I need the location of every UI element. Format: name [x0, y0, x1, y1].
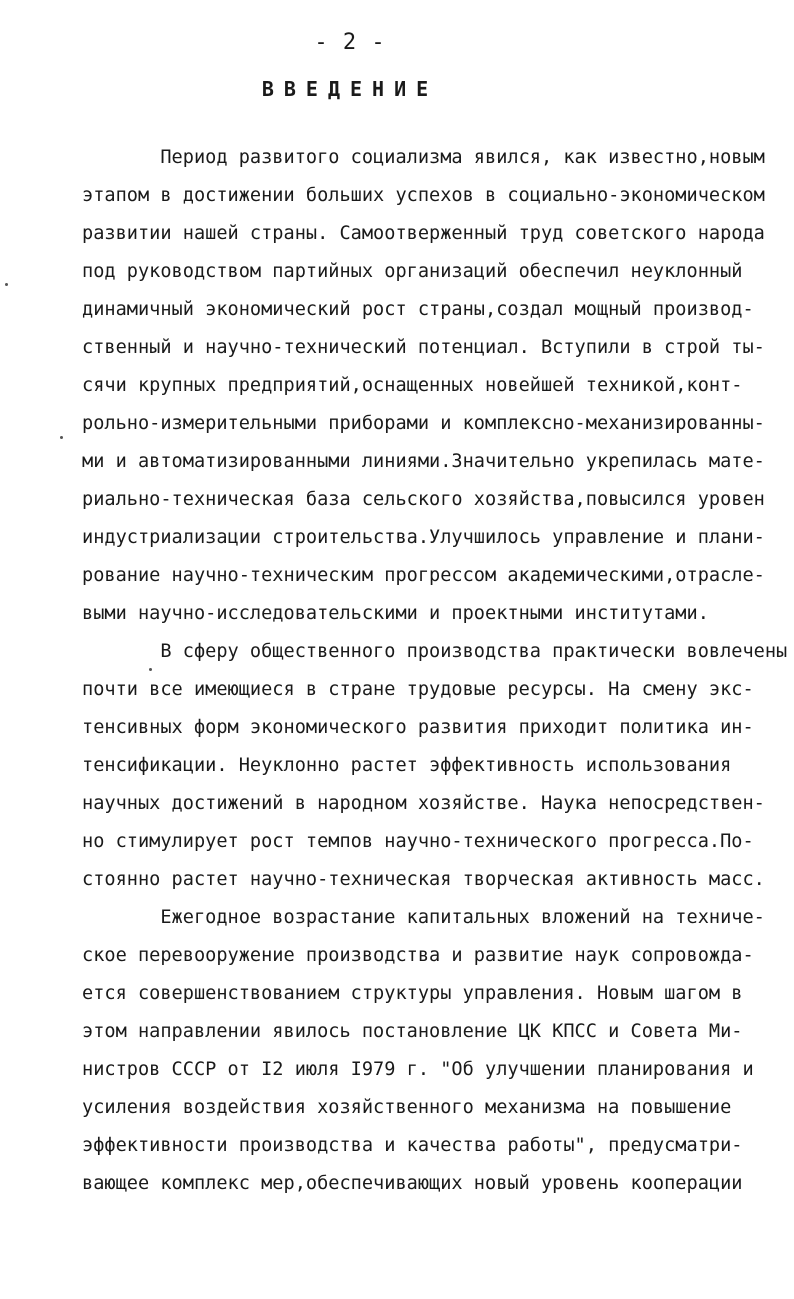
text-line: риально-техническая база сельского хозяйства,повысился уровен — [82, 489, 765, 510]
text-line: рольно-измерительными приборами и комплексно-механизированны- — [82, 413, 765, 434]
text-line: но стимулирует рост темпов научно-технического прогресса.По- — [82, 831, 754, 852]
text-line: научных достижений в народном хозяйстве. Наука непосредствен- — [82, 793, 765, 814]
text-line: этапом в достижении больших успехов в социально-экономическом — [82, 185, 765, 206]
text-line: усиления воздействия хозяйственного механизма на повышение — [82, 1097, 732, 1118]
text-line: индустриализации строительства.Улучшилось управление и плани- — [82, 527, 765, 548]
text-line: тенсивных форм экономического развития приходит политика ин- — [82, 717, 754, 738]
scan-speck — [149, 668, 152, 671]
text-line: ское перевооружение производства и развитие наук сопровожда- — [82, 945, 754, 966]
text-line: почти все имеющиеся в стране трудовые ресурсы. На смену экс- — [82, 679, 754, 700]
page-number: - 2 - — [314, 30, 386, 55]
text-line: ми и автоматизированными линиями.Значительно укрепилась мате- — [82, 451, 765, 472]
text-line: развитии нашей страны. Самоотверженный труд советского народа — [82, 223, 765, 244]
text-line: под руководством партийных организаций обеспечил неуклонный — [82, 261, 743, 282]
text-line: ется совершенствованием структуры управления. Новым шагом в — [82, 983, 743, 1004]
text-line: Период развитого социализма явился, как известно,новым — [82, 147, 765, 168]
text-line: сячи крупных предприятий,оснащенных новейшей техникой,конт- — [82, 375, 743, 396]
text-line: В сферу общественного производства практически вовлечены — [82, 641, 788, 662]
text-line: вающее комплекс мер,обеспечивающих новый уровень кооперации — [82, 1173, 743, 1194]
section-heading: ВВЕДЕНИЕ — [261, 77, 439, 101]
text-line: этом направлении явилось постановление ЦК КПСС и Совета Ми- — [82, 1021, 743, 1042]
text-line: выми научно-исследовательскими и проектными институтами. — [82, 603, 709, 624]
text-line: ственный и научно-технический потенциал. Вступили в строй ты- — [82, 337, 765, 358]
text-line: Ежегодное возрастание капитальных вложений на техниче- — [82, 907, 765, 928]
text-line: рование научно-техническим прогрессом академическими,отрасле- — [82, 565, 765, 586]
text-line: тенсификации. Неуклонно растет эффективность использования — [82, 755, 732, 776]
text-line: стоянно растет научно-техническая творческая активность масс. — [82, 869, 765, 890]
text-line: динамичный экономический рост страны,создал мощный производ- — [82, 299, 754, 320]
text-line: эффективности производства и качества работы", предусматри- — [82, 1135, 743, 1156]
text-line: нистров СССР от I2 июля I979 г. "Об улучшении планирования и — [82, 1059, 754, 1080]
scan-speck — [60, 436, 63, 439]
scan-speck — [5, 283, 8, 286]
body-text — [82, 143, 788, 1207]
